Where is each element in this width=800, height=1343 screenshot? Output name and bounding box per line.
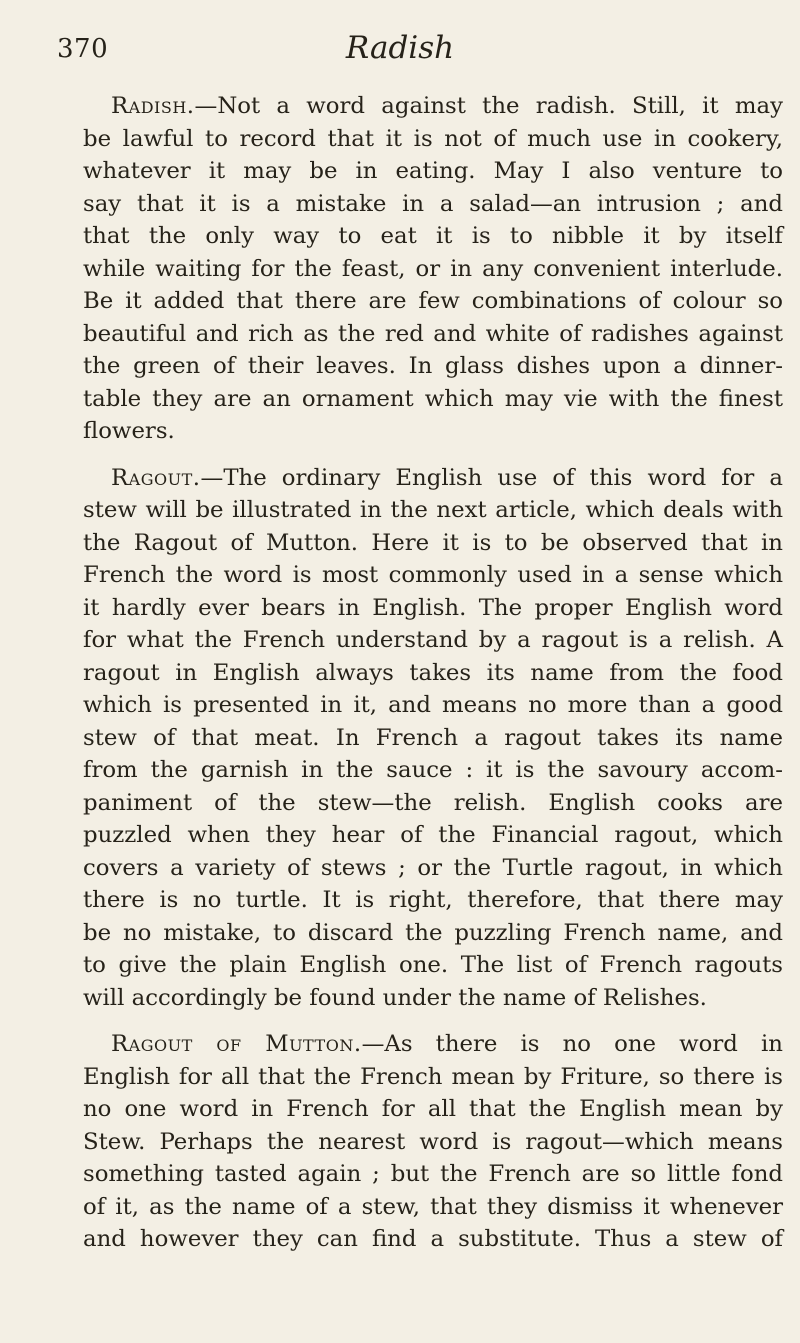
text-line: —The ordinary English use of this word for a xyxy=(200,464,783,491)
paragraph-radish xyxy=(83,90,783,448)
text-line: Stew. Perhaps the nearest word is ragout—which means xyxy=(83,1128,783,1155)
text-line: English for all that the French mean by Friture, so there is xyxy=(83,1063,783,1090)
text-line: something tasted again ; but the French are so little fond xyxy=(83,1161,783,1187)
text-line: stew of that meat. In French a ragout takes its name xyxy=(83,724,783,751)
text-line: to give the plain English one. The list of French ragouts xyxy=(83,952,783,978)
page-body xyxy=(83,90,783,1270)
text-line: covers a variety of stews ; or the Turtle ragout, in which xyxy=(83,854,783,881)
text-line: no one word in French for all that the English mean by xyxy=(83,1096,783,1122)
text-line: stew will be illustrated in the next article, which deals with xyxy=(83,497,783,523)
text-line: be lawful to record that it is not of much use in cookery, xyxy=(83,125,783,152)
text-line: it hardly ever bears in English. The proper English word xyxy=(83,594,783,621)
page-number: 370 xyxy=(57,34,109,64)
text-line: ragout in English always takes its name from the food xyxy=(83,659,783,686)
text-line: there is no turtle. It is right, therefore, that there may xyxy=(83,887,783,913)
text-line: be no mistake, to discard the puzzling French name, and xyxy=(83,919,783,946)
page-header xyxy=(0,30,800,70)
text-line: French the word is most commonly used in a sense which xyxy=(83,562,783,588)
running-title: Radish xyxy=(345,30,455,66)
text-line: will accordingly be found under the name of Relishes. xyxy=(83,984,707,1011)
text-line: while waiting for the feast, or in any convenient interlude. xyxy=(83,255,783,282)
text-line: of it, as the name of a stew, that they dismiss it whenever xyxy=(83,1193,783,1220)
entry-heading-ragout: Ragout. xyxy=(111,464,201,491)
entry-heading-radish: Radish. xyxy=(111,93,195,119)
text-line: the green of their leaves. In glass dishes upon a dinner- xyxy=(83,353,783,379)
text-line: whatever it may be in eating. May I also venture to xyxy=(83,158,783,184)
paragraph-ragout xyxy=(83,462,783,1015)
text-line: from the garnish in the sauce : it is the savoury accom- xyxy=(83,757,783,783)
text-line: table they are an ornament which may vie with the finest xyxy=(83,385,783,412)
entry-heading-ragout-of-mutton: Ragout of Mutton. xyxy=(111,1031,362,1057)
text-line: that the only way to eat it is to nibble it by itself xyxy=(83,223,783,249)
text-line: beautiful and rich as the red and white of radishes against xyxy=(83,320,783,347)
text-line: the Ragout of Mutton. Here it is to be observed that in xyxy=(83,529,783,556)
text-line: paniment of the stew—the relish. English cooks are xyxy=(83,789,783,816)
text-line: and however they can find a substitute. Thus a stew of xyxy=(83,1226,783,1252)
paragraph-ragout-of-mutton xyxy=(83,1028,783,1256)
text-line: say that it is a mistake in a salad—an intrusion ; and xyxy=(83,190,783,217)
text-line: puzzled when they hear of the Financial ragout, which xyxy=(83,822,783,848)
text-line: which is presented in it, and means no more than a good xyxy=(83,692,783,718)
text-line: —Not a word against the radish. Still, it may xyxy=(194,93,783,119)
text-line: —As there is no one word in xyxy=(361,1031,783,1057)
text-line: for what the French understand by a ragout is a relish. A xyxy=(83,627,783,653)
text-line: Be it added that there are few combinations of colour so xyxy=(83,288,783,314)
text-line: flowers. xyxy=(83,418,175,444)
